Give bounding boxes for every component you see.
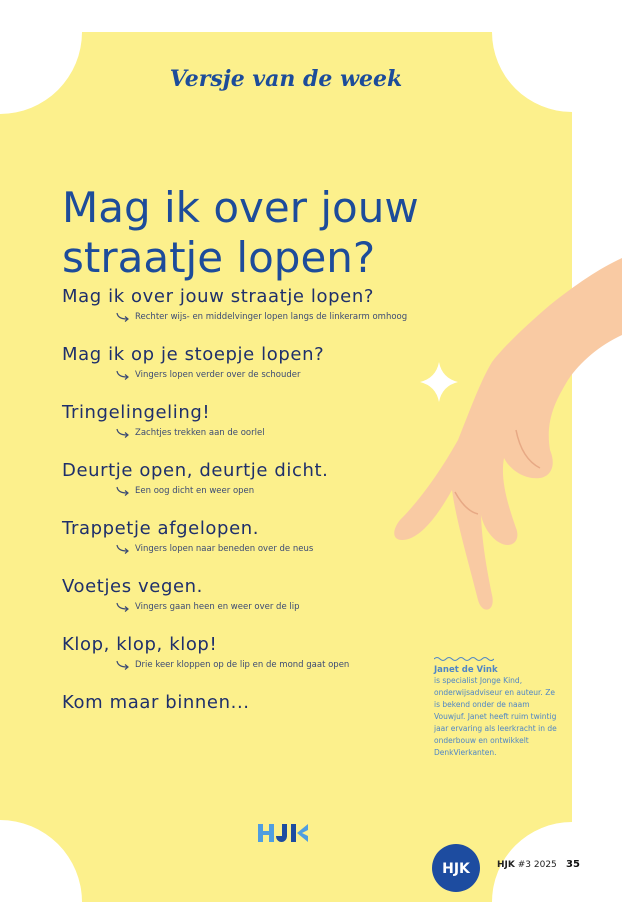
poem-line-4 — [62, 460, 407, 518]
poem-action — [116, 544, 407, 554]
poem-action-text: Vingers lopen naar beneden over de neus — [135, 544, 314, 554]
section-kicker: Versje van de week — [169, 66, 403, 92]
author-name: Janet de Vink — [434, 665, 498, 675]
poem-action-text: Een oog dicht en weer open — [135, 486, 255, 496]
poem-action-text: Drie keer kloppen op de lip en de mond gaat open — [135, 660, 350, 670]
sparkle-icon — [420, 362, 458, 402]
wave-divider-icon — [434, 656, 494, 662]
poem-action — [116, 428, 407, 438]
poem-action — [116, 486, 407, 496]
curved-arrow-icon — [116, 312, 130, 322]
curved-arrow-icon — [116, 370, 130, 380]
hjk-badge — [432, 844, 480, 892]
poem-line-text: Klop, klop, klop! — [62, 634, 218, 655]
poem-last-line: Kom maar binnen... — [62, 692, 250, 713]
poem-action-text: Vingers gaan heen en weer over de lip — [135, 602, 300, 612]
poem-title: Mag ik over jouw straatje lopen? — [62, 183, 419, 283]
curved-arrow-icon — [116, 544, 130, 554]
footer-issue — [497, 860, 557, 870]
poem-line-6 — [62, 576, 407, 634]
page-number: 35 — [566, 859, 580, 870]
poem-line-text: Mag ik over jouw straatje lopen? — [62, 286, 375, 307]
poem-action — [116, 312, 407, 322]
poem-action — [116, 370, 407, 380]
author-bio: is specialist Jonge Kind, onderwijsadviseur en auteur. Ze is bekend onder de naam Vouwjuf. Janet heeft ruim twintig jaar ervaring als leerkracht in de onderbouw en ontwikkelt DenkVierkanten. — [434, 676, 557, 757]
poem-line-text: Trappetje afgelopen. — [62, 518, 260, 539]
poem-line-text: Voetjes vegen. — [62, 576, 203, 597]
poem-line-3 — [62, 402, 407, 460]
author-box — [434, 656, 562, 759]
hjk-logo — [258, 823, 310, 843]
poem-line-1 — [62, 286, 407, 344]
poem-verse — [62, 286, 407, 713]
poem-line-text: Mag ik op je stoepje lopen? — [62, 344, 325, 365]
curved-arrow-icon — [116, 660, 130, 670]
poem-line-text: Deurtje open, deurtje dicht. — [62, 460, 329, 481]
poem-line-text: Tringelingeling! — [62, 402, 211, 423]
poem-line-2 — [62, 344, 407, 402]
poem-action-text: Vingers lopen verder over de schouder — [135, 370, 301, 380]
curved-arrow-icon — [116, 486, 130, 496]
poem-line-5 — [62, 518, 407, 576]
footer-magazine: HJK — [497, 860, 515, 870]
poem-action — [116, 602, 407, 612]
poem-action-text: Zachtjes trekken aan de oorlel — [135, 428, 265, 438]
poem-action-text: Rechter wijs- en middelvinger lopen langs de linkerarm omhoog — [135, 312, 408, 322]
curved-arrow-icon — [116, 602, 130, 612]
poem-line-7 — [62, 634, 407, 692]
badge-label: HJK — [442, 861, 470, 877]
poem-action — [116, 660, 407, 670]
curved-arrow-icon — [116, 428, 130, 438]
footer-issue-number: #3 2025 — [517, 860, 557, 870]
